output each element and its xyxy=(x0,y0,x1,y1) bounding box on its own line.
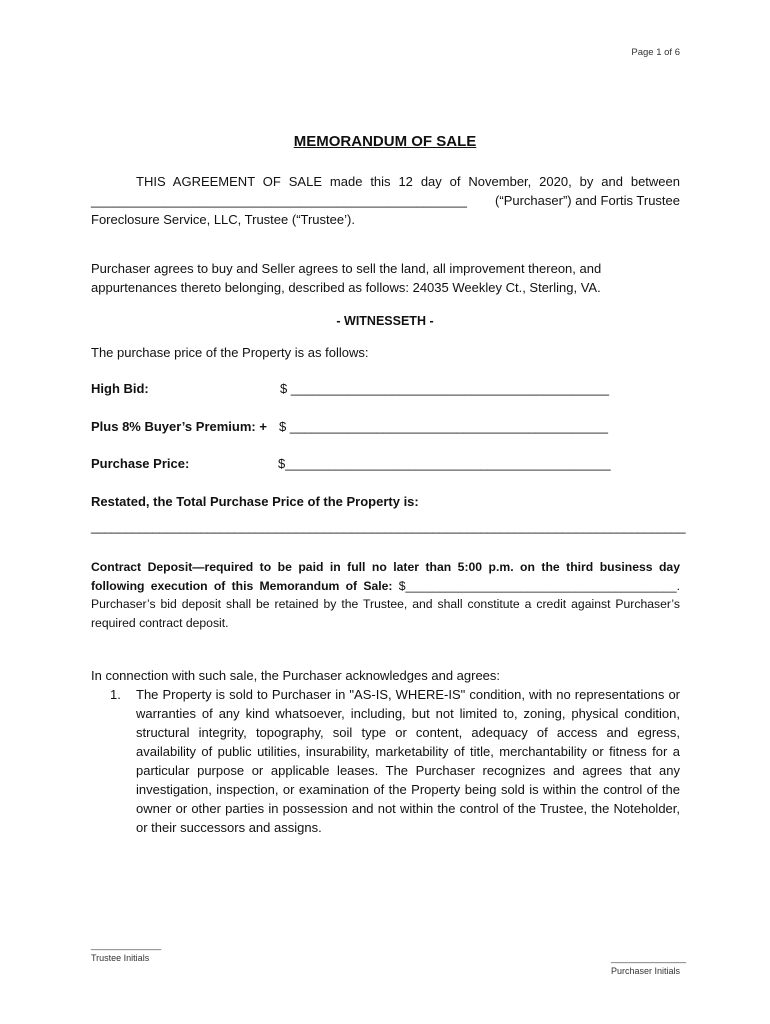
contract-deposit-field[interactable]: $________________________________________. xyxy=(392,578,680,593)
high-bid-row xyxy=(91,381,609,396)
buyers-premium-label: Plus 8% Buyer’s Premium: + xyxy=(91,419,267,434)
document-title: MEMORANDUM OF SALE xyxy=(293,133,477,150)
purchaser-initials-label: Purchaser Initials xyxy=(611,966,681,976)
trustee-initials-field[interactable]: ______________ xyxy=(91,940,162,950)
purchaser-initials-field[interactable]: _______________ xyxy=(611,953,687,963)
price-intro: The purchase price of the Property is as follows: xyxy=(91,345,369,360)
trustee-initials-label: Trustee Initials xyxy=(91,953,150,963)
intro-paragraph xyxy=(91,172,680,229)
buyers-premium-field[interactable]: $ ____________________________________________ xyxy=(279,419,608,434)
list-item-text: The Property is sold to Purchaser in "AS-IS, WHERE-IS" condition, with no representations or warranties of any kind whatsoever, including, but not limited to, zoning, physical condition, structural integrity, topography, soil type or content, adequacy of access and egress, availability of public utilities, insurability, marketability of title, merchantability or fitness for a particular purpose or applicable leases. The Purchaser recognizes and agrees that any investigation, inspection, or examination of the Property being sold is within the control of the owner or other parties in possession and not within the control of the Trustee, the Noteholder, or their successors and assigns. xyxy=(136,687,680,835)
page-number: Page 1 of 6 xyxy=(631,47,680,58)
contract-deposit-terms: Contract Deposit—required to be paid in full no later than 5:00 p.m. on the third business day following execution of this Memorandum of Sale: xyxy=(91,560,680,593)
high-bid-field[interactable]: $ ____________________________________________ xyxy=(280,381,609,396)
purchase-price-field[interactable]: $_____________________________________________ xyxy=(278,456,611,471)
intro-line-2 xyxy=(91,191,680,210)
purchaser-name-blank[interactable]: ____________________________________________________ xyxy=(91,193,467,208)
purchase-price-row xyxy=(91,456,611,471)
contract-deposit-paragraph xyxy=(91,558,680,632)
intro-line-1: THIS AGREEMENT OF SALE made this 12 day of November, 2020, by and between xyxy=(136,174,680,189)
purchase-agreement-paragraph: Purchaser agrees to buy and Seller agrees to sell the land, all improvement thereon, and appurtenances thereto belonging, described as follows: 24035 Weekley Ct., Sterling, VA. xyxy=(91,261,602,295)
witnesseth-heading: - WITNESSETH - xyxy=(336,314,434,328)
buyers-premium-row xyxy=(91,419,608,434)
list-item-number: 1. xyxy=(110,687,121,702)
intro-line-2-text: (“Purchaser”) and Fortis Trustee xyxy=(495,193,680,208)
acknowledgement-intro: In connection with such sale, the Purchaser acknowledges and agrees: xyxy=(91,668,501,683)
high-bid-label: High Bid: xyxy=(91,381,149,396)
contract-deposit-rest: Purchaser’s bid deposit shall be retained by the Trustee, and shall constitute a credit against Purchaser’s required contract deposit. xyxy=(91,597,680,630)
list-item xyxy=(110,685,680,837)
purchase-price-label: Purchase Price: xyxy=(91,456,190,471)
restated-total-field[interactable]: _______________________________________________________________________________________ xyxy=(91,519,686,534)
intro-line-3: Foreclosure Service, LLC, Trustee (“Trustee’). xyxy=(91,212,355,227)
restated-total-label: Restated, the Total Purchase Price of the Property is: xyxy=(91,494,419,509)
